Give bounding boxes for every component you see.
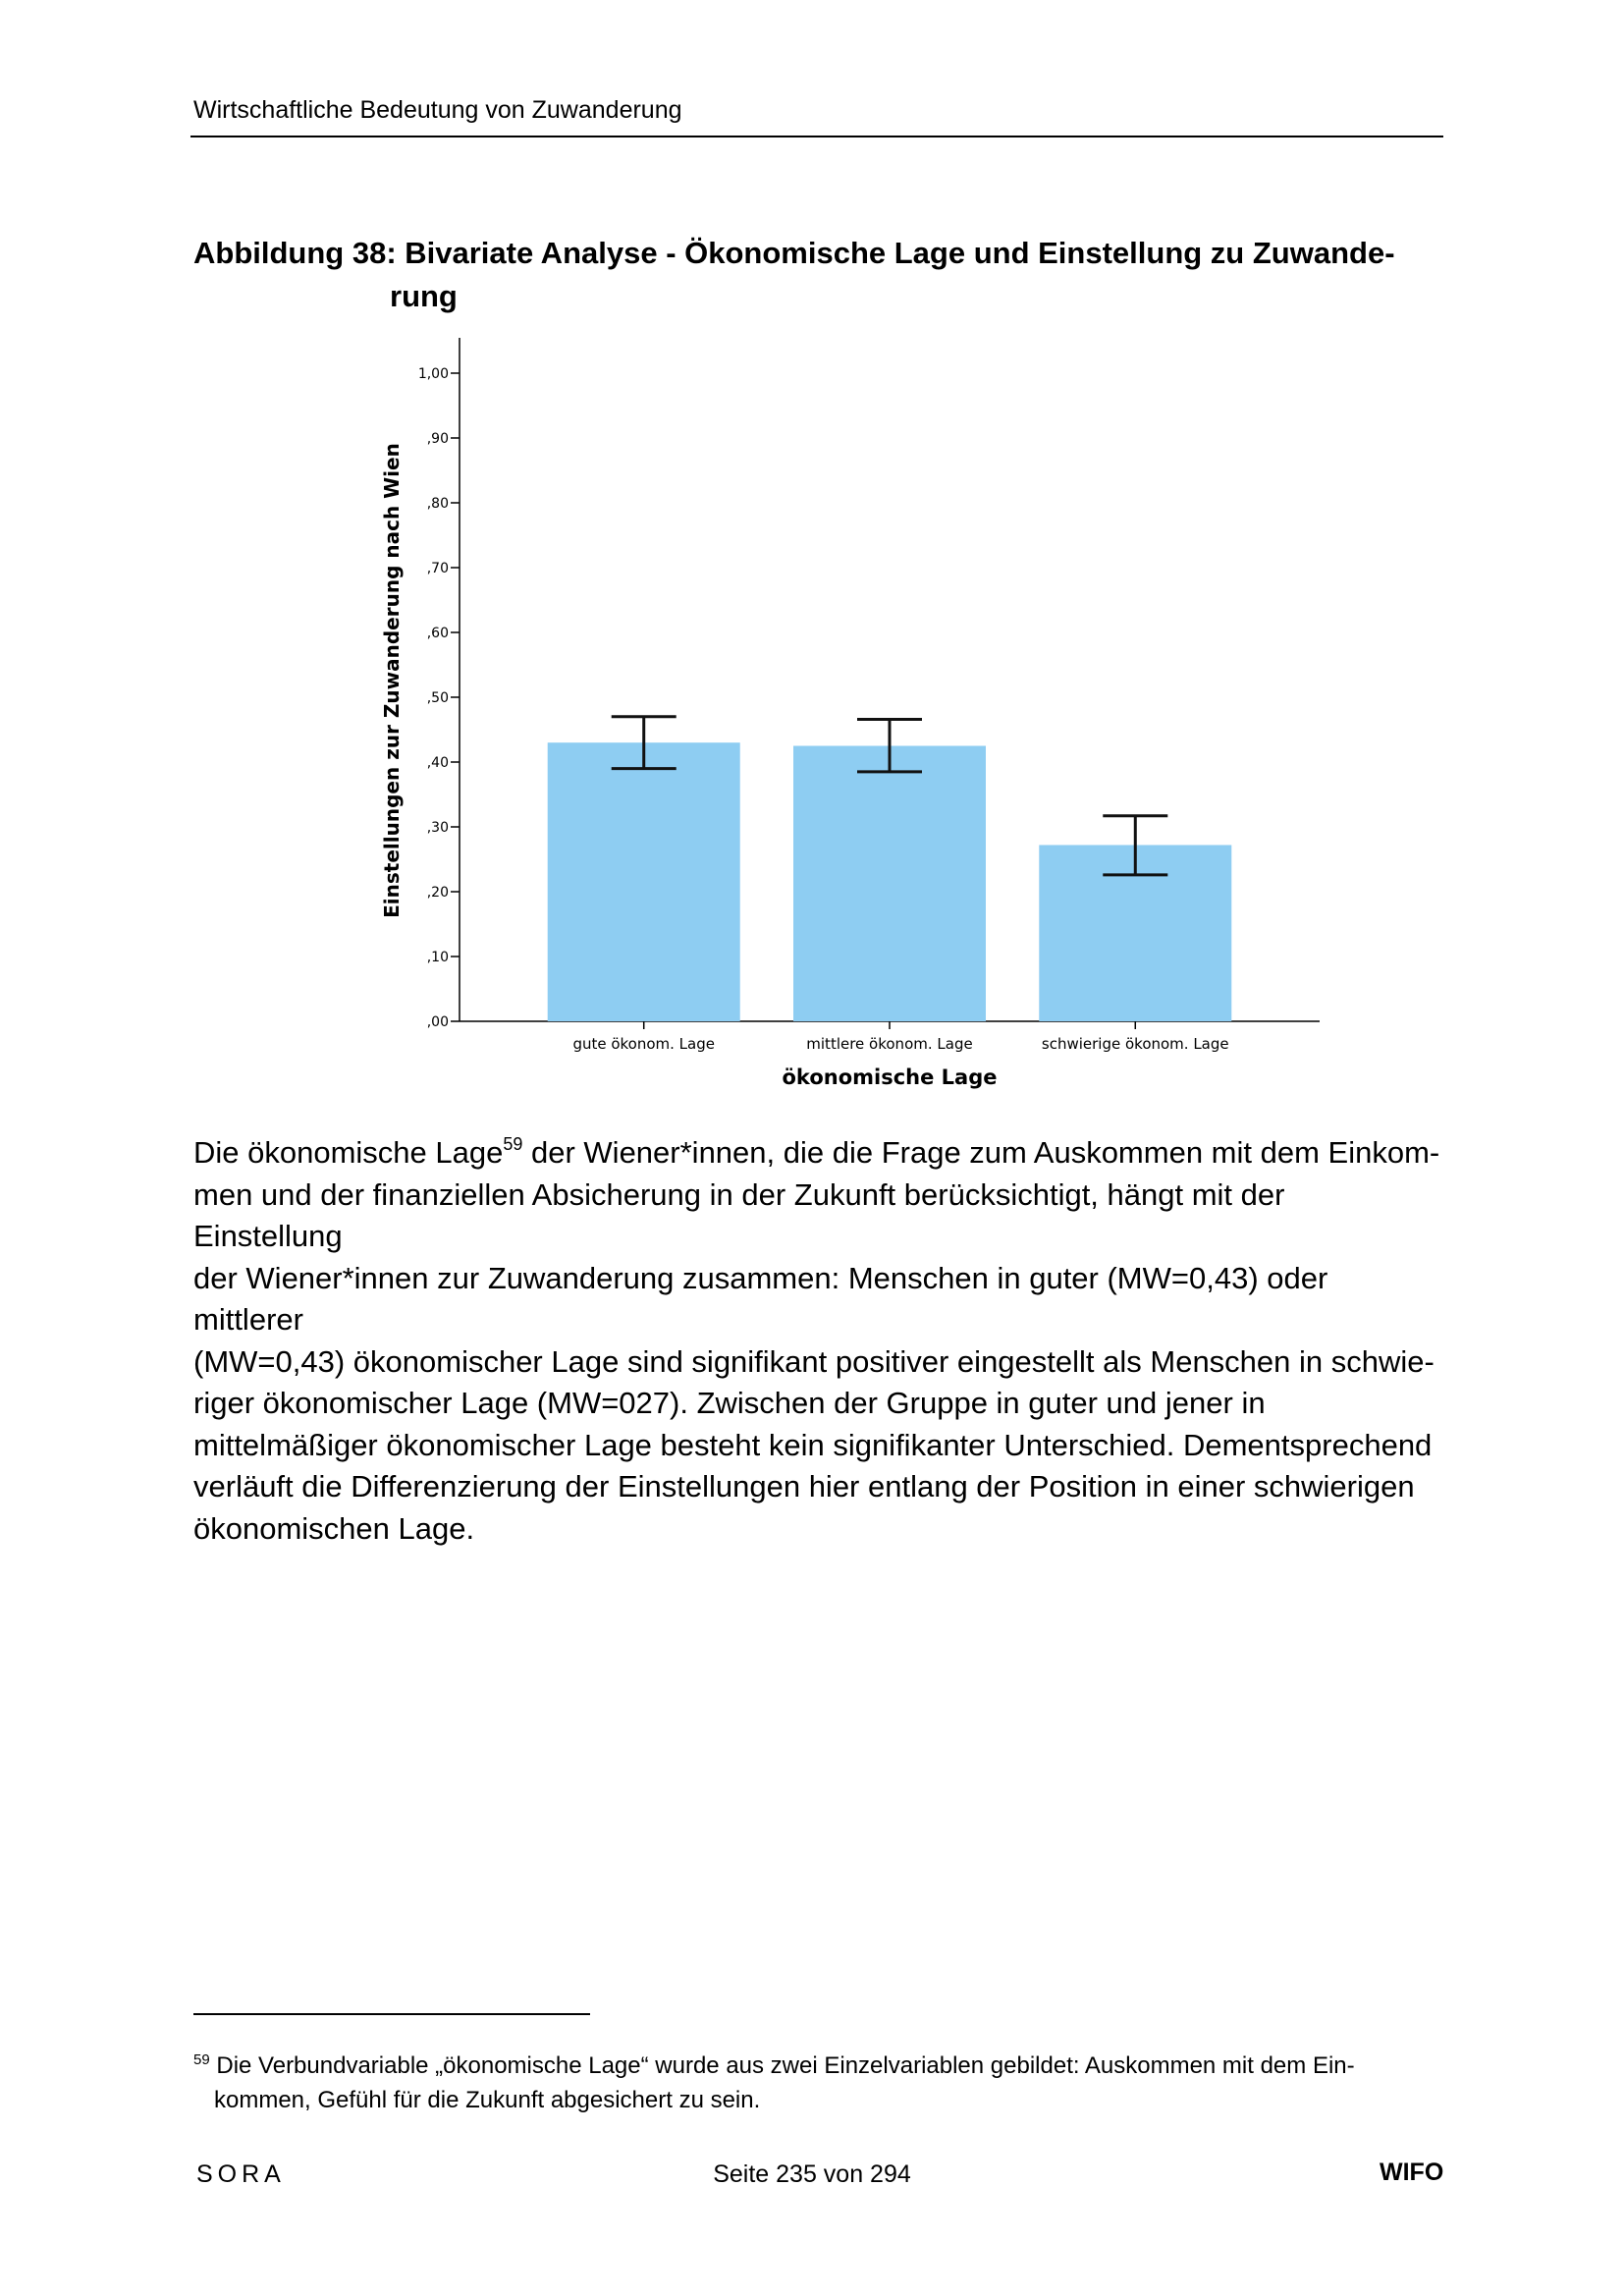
figure-title-line1: Abbildung 38: Bivariate Analyse - Ökonomische Lage und Einstellung zu Zuwande- — [193, 236, 1395, 270]
y-tick-label: ,60 — [426, 626, 449, 641]
body-text-end: der Wiener*innen, die die Frage zum Auskommen mit dem Einkom- — [522, 1135, 1440, 1170]
x-ticks — [572, 1021, 1228, 1053]
footnote-line1 — [193, 2049, 1421, 2083]
y-tick-label: ,50 — [426, 690, 449, 706]
y-tick-label: ,20 — [426, 885, 449, 901]
figure-title-line2: rung — [390, 279, 458, 313]
footnote-number: 59 — [193, 2051, 210, 2068]
bar — [548, 742, 740, 1021]
body-lines — [193, 1175, 1440, 1551]
x-tick-label: gute ökonom. Lage — [572, 1035, 715, 1053]
header-rule — [190, 136, 1443, 137]
footnote-rule — [193, 2013, 590, 2015]
body-line: (MW=0,43) ökonomischer Lage sind signifikant positiver eingestellt als Menschen in schwie- — [193, 1343, 1435, 1379]
footnote-text: Die Verbundvariable „ökonomische Lage“ wurde aus zwei Einzelvariablen gebildet: Auskommen mit dem Ein- — [209, 2052, 1355, 2079]
y-tick-label: ,40 — [426, 755, 449, 771]
body-line — [193, 1132, 1440, 1175]
y-tick-label: ,00 — [426, 1014, 449, 1030]
body-paragraph — [193, 1132, 1440, 1550]
footnote-line2: kommen, Gefühl für die Zukunft abgesichert zu sein. — [214, 2087, 761, 2113]
x-tick-label: schwierige ökonom. Lage — [1041, 1035, 1229, 1053]
bar — [793, 746, 986, 1022]
bar-chart — [363, 334, 1345, 1100]
y-ticks — [418, 366, 460, 1030]
footnote — [193, 2049, 1421, 2117]
y-tick-label: 1,00 — [417, 366, 449, 382]
x-tick-label: mittlere ökonom. Lage — [806, 1035, 973, 1053]
y-tick-label: ,30 — [426, 820, 449, 836]
y-tick-label: ,90 — [426, 431, 449, 447]
y-tick-label: ,80 — [426, 496, 449, 512]
bars — [548, 717, 1232, 1021]
y-tick-label: ,70 — [426, 561, 449, 576]
footnote-ref[interactable]: 59 — [503, 1134, 523, 1154]
y-tick-label: ,10 — [426, 950, 449, 965]
body-text-start: Die ökonomische Lage — [193, 1135, 504, 1170]
footer-logo-sora: SORA — [196, 2160, 286, 2188]
running-header: Wirtschaftliche Bedeutung von Zuwanderung — [193, 96, 682, 124]
body-line: mittelmäßiger ökonomischer Lage besteht kein signifikanter Unterschied. Dementsprechend — [193, 1427, 1433, 1462]
body-line: ökonomischen Lage. — [193, 1510, 475, 1546]
footer-logo-wifo: WIFO — [1380, 2159, 1444, 2186]
body-line: verläuft die Differenzierung der Einstellungen hier entlang der Position in einer schwierigen — [193, 1469, 1415, 1503]
body-line: riger ökonomischer Lage (MW=027). Zwischen der Gruppe in guter und jener in — [193, 1386, 1266, 1420]
page-number: Seite 235 von 294 — [713, 2160, 911, 2188]
body-line: der Wiener*innen zur Zuwanderung zusammen: Menschen in guter (MW=0,43) oder mittlerer — [193, 1260, 1328, 1337]
body-line: men und der finanziellen Absicherung in der Zukunft berücksichtigt, hängt mit der Einstellung — [193, 1176, 1285, 1253]
figure-title — [193, 232, 1411, 318]
y-axis-label: Einstellungen zur Zuwanderung nach Wien — [380, 443, 404, 918]
x-axis-label: ökonomische Lage — [782, 1066, 998, 1089]
